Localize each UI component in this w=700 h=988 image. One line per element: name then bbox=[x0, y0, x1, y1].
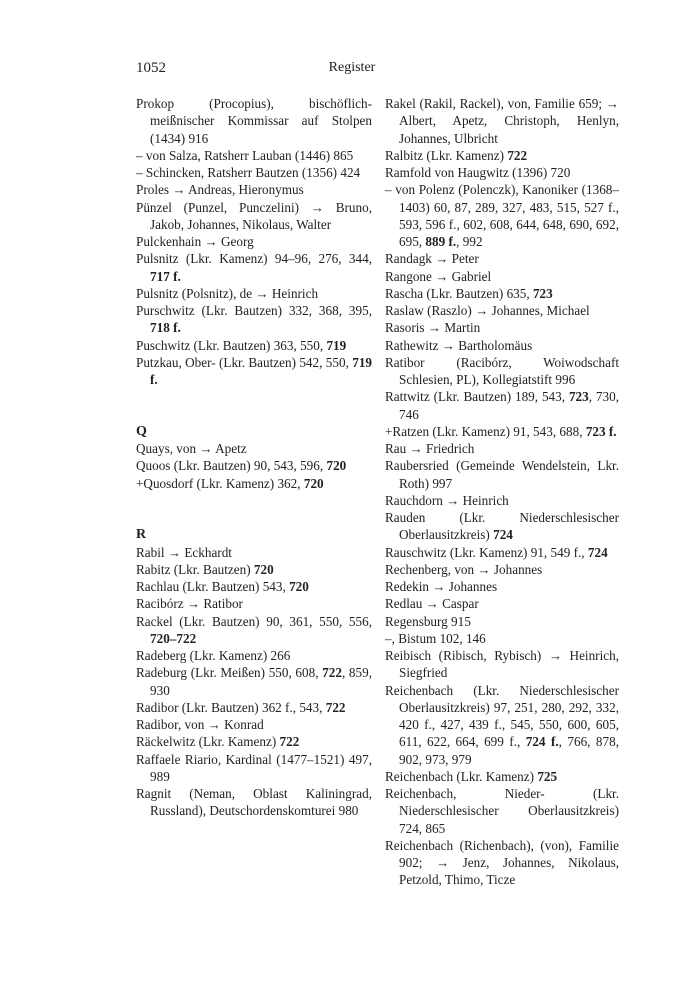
index-entry bbox=[136, 785, 372, 820]
index-entry bbox=[136, 699, 372, 716]
entry-text: Reichenbach (Richenbach), (von), Familie 902; → Jenz, Johannes, Nikolaus, Petzold, Thimo, Ticze bbox=[385, 837, 619, 888]
primary-page-ref: 719 bbox=[326, 337, 347, 353]
primary-page-ref: 724 bbox=[587, 544, 608, 560]
index-entry bbox=[136, 733, 372, 750]
index-column-left bbox=[136, 95, 372, 820]
index-entry bbox=[385, 768, 619, 785]
index-entry bbox=[136, 164, 372, 181]
index-entry bbox=[385, 647, 619, 682]
entry-text: Redekin → Johannes bbox=[385, 579, 498, 594]
entry-text: Rauchdorn → Heinrich bbox=[385, 492, 509, 508]
entry-text: Regensburg 915 bbox=[385, 613, 471, 629]
entry-text: Quoos (Lkr. Bautzen) 90, 543, 596, bbox=[136, 458, 327, 474]
index-entry bbox=[385, 682, 619, 768]
entry-text: Racibórz → Ratibor bbox=[136, 596, 243, 612]
page-number: 1052 bbox=[136, 60, 166, 76]
entry-text: Proles → Andreas, Hieronymus bbox=[136, 182, 304, 198]
entry-text: +Quosdorf (Lkr. Kamenz) 362, bbox=[136, 475, 304, 491]
entry-text: Rabitz (Lkr. Bautzen) bbox=[136, 561, 254, 577]
index-entry bbox=[385, 250, 619, 267]
primary-page-ref: 719 f. bbox=[150, 354, 372, 387]
index-entry bbox=[136, 147, 372, 164]
index-entry bbox=[385, 457, 619, 492]
entry-text: Rabil → Eckhardt bbox=[136, 544, 232, 560]
index-entry bbox=[385, 595, 619, 612]
primary-page-ref: 717 f. bbox=[150, 268, 181, 284]
entry-text: Redlau → Caspar bbox=[385, 596, 479, 612]
index-entry bbox=[385, 423, 619, 440]
entry-text: Reichenbach (Lkr. Niederschlesischer Oberlausitzkreis) 97, 251, 280, 292, 332, 420 f., 427, 439 f., 545, 550, 600, 605, 611, 622, 664, 699 f., bbox=[385, 682, 619, 750]
index-entry bbox=[385, 492, 619, 509]
entry-text: Rasoris → Martin bbox=[385, 320, 481, 336]
entry-text: Radibor (Lkr. Bautzen) 362 f., 543, bbox=[136, 699, 326, 715]
entry-text: Rachlau (Lkr. Bautzen) 543, bbox=[136, 579, 290, 594]
entry-text: Reichenbach (Lkr. Kamenz) bbox=[385, 768, 538, 784]
index-entry bbox=[385, 388, 619, 423]
entry-text: Rattwitz (Lkr. Bautzen) 189, 543, bbox=[385, 389, 569, 405]
entry-text: Ragnit (Neman, Oblast Kaliningrad, Russland), Deutschordenskomturei 980 bbox=[136, 786, 372, 819]
entry-text: Pulsnitz (Lkr. Kamenz) 94–96, 276, 344, bbox=[136, 251, 372, 267]
entry-text: – von Salza, Ratsherr Lauban (1446) 865 bbox=[136, 147, 354, 163]
section-gap bbox=[136, 492, 372, 527]
entry-text: Raffaele Riario, Kardinal (1477–1521) 497, 989 bbox=[136, 751, 372, 784]
index-entry bbox=[385, 578, 619, 595]
primary-page-ref: 724 bbox=[493, 527, 513, 543]
entry-text: Putzkau, Ober- (Lkr. Bautzen) 542, 550, bbox=[136, 354, 353, 370]
index-entry bbox=[385, 613, 619, 630]
index-entry bbox=[385, 544, 619, 561]
primary-page-ref: 889 f. bbox=[425, 234, 457, 249]
primary-page-ref: 722 bbox=[507, 147, 528, 163]
entry-text: Radibor, von → Konrad bbox=[136, 717, 264, 732]
entry-text: Randagk → Peter bbox=[385, 251, 479, 267]
entry-text: Rangone → Gabriel bbox=[385, 268, 492, 284]
entry-text: Rauden (Lkr. Niederschlesischer Oberlausitzkreis) bbox=[385, 510, 619, 543]
index-entry bbox=[136, 337, 372, 354]
index-entry bbox=[385, 785, 619, 837]
index-entry bbox=[136, 751, 372, 786]
entry-text: Prokop (Procopius), bischöflich-meißnischer Kommissar auf Stolpen (1434) 916 bbox=[136, 96, 372, 146]
entry-text: – Schincken, Ratsherr Bautzen (1356) 424 bbox=[136, 165, 361, 180]
entry-text: Reibisch (Ribisch, Rybisch) → Heinrich, Siegfried bbox=[385, 648, 619, 681]
index-entry bbox=[385, 181, 619, 250]
entry-text: Rau → Friedrich bbox=[385, 441, 475, 456]
running-title: Register bbox=[328, 60, 376, 75]
index-entry bbox=[385, 509, 619, 544]
entry-text: Puschwitz (Lkr. Bautzen) 363, 550, bbox=[136, 337, 327, 353]
primary-page-ref: 722 bbox=[279, 734, 300, 750]
index-entry bbox=[136, 285, 372, 302]
page-header bbox=[136, 60, 568, 82]
entry-text: – von Polenz (Polenczk), Kanoniker (1368–1403) 60, 87, 289, 327, 483, 515, 527 f., 593, 596 f., 602, 608, 644, 648, 690, 692, 695, bbox=[385, 182, 619, 249]
primary-page-ref: 723 bbox=[532, 285, 553, 301]
index-entry bbox=[385, 337, 619, 354]
index-entry bbox=[136, 95, 372, 147]
entry-text: Reichenbach, Nieder- (Lkr. Niederschlesischer Oberlausitzkreis) 724, 865 bbox=[385, 786, 619, 836]
entry-text: Pünzel (Punzel, Punczelini) → Bruno, Jakob, Johannes, Nikolaus, Walter bbox=[136, 199, 372, 232]
index-entry bbox=[136, 544, 372, 561]
entry-text: Ralbitz (Lkr. Kamenz) bbox=[385, 147, 508, 163]
index-entry bbox=[136, 613, 372, 648]
index-entry bbox=[385, 285, 619, 302]
entry-text: Radeberg (Lkr. Kamenz) 266 bbox=[136, 648, 291, 663]
primary-page-ref: 720 bbox=[326, 458, 347, 474]
entry-text: , 992 bbox=[456, 234, 483, 249]
entry-text: Ratibor (Racibórz, Woiwodschaft Schlesien, PL), Kollegiatstift 996 bbox=[385, 354, 619, 387]
index-entry bbox=[385, 147, 619, 164]
entry-text: Quays, von → Apetz bbox=[136, 441, 247, 456]
index-entry bbox=[385, 95, 619, 147]
index-entry bbox=[385, 837, 619, 889]
entry-text: Rackel (Lkr. Bautzen) 90, 361, 550, 556, bbox=[136, 613, 372, 629]
index-entry bbox=[385, 440, 619, 457]
index-entry bbox=[136, 440, 372, 457]
index-entry bbox=[136, 354, 372, 389]
entry-text: Radeburg (Lkr. Meißen) 550, 608, bbox=[136, 665, 323, 681]
index-entry bbox=[136, 457, 372, 474]
section-letter: R bbox=[136, 527, 147, 543]
index-entry bbox=[385, 268, 619, 285]
index-entry bbox=[136, 233, 372, 250]
index-entry bbox=[385, 319, 619, 336]
entry-text: +Ratzen (Lkr. Kamenz) 91, 543, 688, bbox=[385, 423, 586, 439]
index-entry bbox=[136, 302, 372, 337]
index-entry bbox=[136, 250, 372, 285]
primary-page-ref: 718 f. bbox=[150, 320, 181, 336]
entry-text: Raubersried (Gemeinde Wendelstein, Lkr. Roth) 997 bbox=[385, 458, 619, 491]
primary-page-ref: 720 bbox=[303, 475, 324, 491]
index-entry bbox=[385, 302, 619, 319]
index-entry bbox=[136, 716, 372, 733]
section-gap bbox=[136, 388, 372, 423]
entry-text: Rechenberg, von → Johannes bbox=[385, 561, 543, 577]
index-entry bbox=[385, 164, 619, 181]
primary-page-ref: 722 bbox=[322, 665, 342, 681]
index-entry bbox=[385, 354, 619, 389]
entry-text: , 859, 930 bbox=[150, 665, 372, 698]
entry-text: Rascha (Lkr. Bautzen) 635, bbox=[385, 285, 533, 301]
entry-text: Pulckenhain → Georg bbox=[136, 234, 254, 249]
entry-text: Rauschwitz (Lkr. Kamenz) 91, 549 f., bbox=[385, 544, 588, 560]
primary-page-ref: 725 bbox=[537, 768, 558, 784]
index-column-right bbox=[385, 95, 619, 889]
index-entry bbox=[136, 647, 372, 664]
index-entry bbox=[136, 578, 372, 595]
entry-text: , 730, 746 bbox=[399, 389, 620, 422]
primary-page-ref: 723 bbox=[568, 389, 589, 405]
primary-page-ref: 720–722 bbox=[150, 630, 197, 646]
index-entry bbox=[136, 181, 372, 198]
entry-text: –, Bistum 102, 146 bbox=[385, 630, 486, 646]
entry-text: Rathewitz → Bartholomäus bbox=[385, 337, 533, 353]
entry-text: Rakel (Rakil, Rackel), von, Familie 659; → Albert, Apetz, Christoph, Henlyn, Johannes, Ulbricht bbox=[385, 96, 619, 146]
primary-page-ref: 724 f. bbox=[525, 734, 559, 750]
entry-text: Ramfold von Haugwitz (1396) 720 bbox=[385, 165, 571, 180]
primary-page-ref: 720 bbox=[253, 561, 274, 577]
primary-page-ref: 723 f. bbox=[585, 423, 617, 439]
index-entry bbox=[136, 561, 372, 578]
index-entry bbox=[136, 664, 372, 699]
primary-page-ref: 720 bbox=[289, 579, 309, 594]
index-entry bbox=[136, 475, 372, 492]
entry-text: Purschwitz (Lkr. Bautzen) 332, 368, 395, bbox=[136, 303, 372, 318]
entry-text: Raslaw (Raszlo) → Johannes, Michael bbox=[385, 303, 590, 318]
entry-text: Pulsnitz (Polsnitz), de → Heinrich bbox=[136, 285, 319, 301]
entry-text: Räckelwitz (Lkr. Kamenz) bbox=[136, 734, 280, 750]
index-entry bbox=[385, 561, 619, 578]
entry-text: , 766, 878, 902, 973, 979 bbox=[399, 734, 619, 767]
index-entry bbox=[136, 595, 372, 612]
index-entry bbox=[136, 199, 372, 234]
primary-page-ref: 722 bbox=[325, 699, 346, 715]
index-entry bbox=[385, 630, 619, 647]
section-letter: Q bbox=[136, 423, 147, 439]
